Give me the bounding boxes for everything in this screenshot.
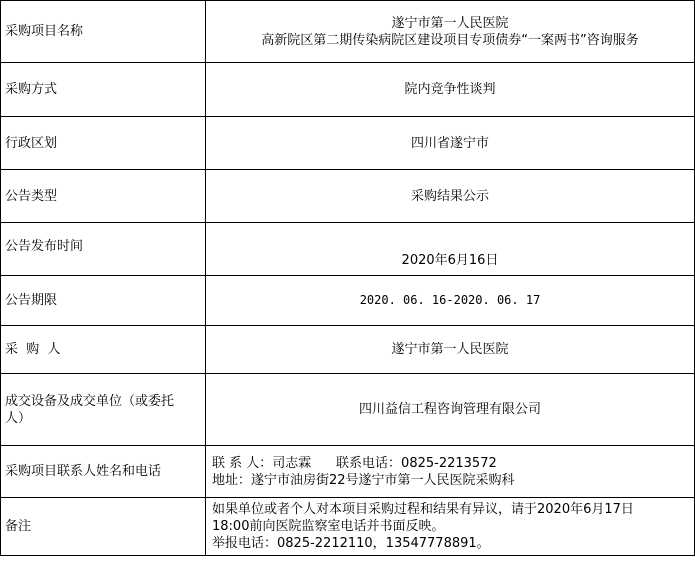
table-row	[1, 170, 695, 223]
row-label-project-name: 采购项目名称	[1, 1, 206, 63]
table-row	[1, 117, 695, 170]
remarks-line-1: 如果单位或者个人对本项目采购过程和结果有异议，请于2020年6月17日	[212, 502, 634, 517]
row-value-procurement-method: 院内竞争性谈判	[206, 63, 695, 117]
table-row	[1, 446, 695, 498]
contact-line-2: 地址：遂宁市油房街22号遂宁市第一人民医院采购科	[212, 472, 515, 488]
row-label-contact: 采购项目联系人姓名和电话	[1, 446, 206, 498]
table-row	[1, 326, 695, 374]
row-value-contact	[206, 446, 695, 498]
remarks-line-2: 18:00前向医院监察室电话并书面反映。	[212, 519, 445, 534]
table-row	[1, 276, 695, 326]
row-label-publish-time: 公告发布时间	[1, 223, 206, 276]
project-name-line-1: 遂宁市第一人民医院	[391, 15, 509, 31]
row-value-notice-period: 2020. 06. 16-2020. 06. 17	[206, 276, 695, 326]
row-label-purchaser: 采 购 人	[1, 326, 206, 374]
row-label-winning-unit: 成交设备及成交单位（或委托人）	[1, 374, 206, 446]
row-value-publish-time: 2020年6月16日	[206, 223, 695, 276]
table-row	[1, 63, 695, 117]
row-value-remarks	[206, 498, 695, 556]
row-label-region: 行政区划	[1, 117, 206, 170]
row-label-remarks: 备注	[1, 498, 206, 556]
remarks-line-3: 举报电话：0825-2212110，13547778891。	[212, 536, 490, 551]
table-row	[1, 374, 695, 446]
row-label-notice-type: 公告类型	[1, 170, 206, 223]
row-value-project-name	[206, 1, 695, 63]
project-name-line-2: 高新院区第二期传染病院区建设项目专项债券“一案两书”咨询服务	[261, 32, 639, 48]
row-value-purchaser: 遂宁市第一人民医院	[206, 326, 695, 374]
table-row	[1, 1, 695, 63]
row-value-region: 四川省遂宁市	[206, 117, 695, 170]
row-value-winning-unit: 四川益信工程咨询管理有限公司	[206, 374, 695, 446]
row-label-notice-period: 公告期限	[1, 276, 206, 326]
row-label-procurement-method: 采购方式	[1, 63, 206, 117]
table-row	[1, 223, 695, 276]
contact-line-1: 联 系 人：司志霖 联系电话：0825-2213572	[212, 455, 497, 471]
row-value-notice-type: 采购结果公示	[206, 170, 695, 223]
table-row	[1, 498, 695, 556]
